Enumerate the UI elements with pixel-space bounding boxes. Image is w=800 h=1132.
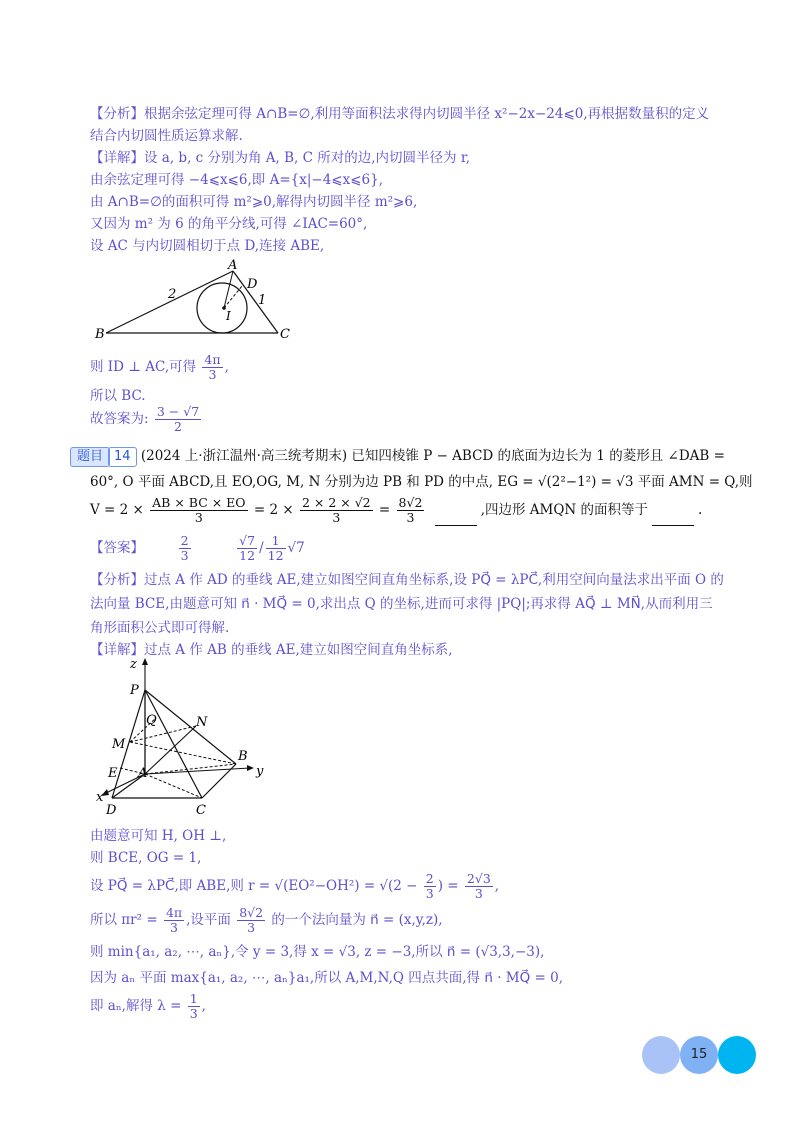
label-q: Q — [146, 713, 157, 728]
label-d: D — [106, 803, 117, 818]
fraction-4pi-3: $\frac{4\pi}{3}$ — [204, 352, 221, 382]
z-axis-arrow — [142, 658, 148, 665]
label-d: D — [247, 277, 258, 292]
detail-14-label: 【详解】 — [90, 642, 144, 658]
answer-blank-1[interactable] — [435, 511, 477, 526]
detail-1-line-4: 又因为 m² 为 6 的角平分线,可得 ∠IAC=60°, — [90, 216, 368, 232]
after-1-line-1: 则 ID ⊥ AC,可得 $\frac{4\pi}{3}$ , — [90, 352, 229, 382]
answer-fraction-3: $\frac{1}{12}$ — [267, 533, 284, 563]
analysis-1-line-1: 【分析】根据余弦定理可得 A∩B=∅,利用等面积法求得内切圆半径 x²−2x−24⩽0,再根据数量积的定义 — [90, 106, 710, 122]
fraction-1-3: $\frac{1}{3}$ — [189, 991, 198, 1021]
y-axis-arrow — [247, 765, 254, 771]
fraction-volume-3: $\frac{8√2}{3}$ — [398, 495, 423, 525]
label-c: C — [196, 803, 206, 818]
label-side-ac: 1 — [258, 293, 267, 308]
after-1-line-2: 所以 BC. — [90, 388, 146, 404]
incircle — [197, 283, 247, 333]
label-b: B — [95, 327, 105, 342]
footer-circle-light — [642, 1036, 680, 1074]
fraction-8root2-3: $\frac{8√2}{3}$ — [239, 905, 264, 935]
detail-1-line-1: 【详解】设 a, b, c 分别为角 A, B, C 所对的边,内切圆半径为 r, — [90, 150, 471, 166]
triangle-incircle-figure — [90, 258, 310, 350]
answer-fraction-2: $\frac{√7}{12}$ — [239, 533, 256, 563]
after-14-line-2: 则 BCE, OG = 1, — [90, 850, 202, 866]
label-a: A — [138, 766, 148, 781]
problem-14-line-1: 题目 14 (2024 上·浙江温州·高三统考期末) 已知四棱锥 P − ABCD 的底面为边长为 1 的菱形且 ∠DAB = — [70, 446, 725, 467]
answer-blank-2[interactable] — [652, 511, 694, 526]
answer-14-line: 【答案】 $\frac{2}{3}$ $\frac{√7}{12}$ / $\frac{1}{12}$ √7 — [90, 533, 305, 563]
fraction-volume-1: $\frac{AB \times BC \times EO}{3}$ — [152, 495, 246, 525]
edge-cb — [202, 764, 236, 798]
segment-ac-hidden — [145, 774, 202, 798]
edge-ab-hidden — [145, 764, 236, 774]
problem-number-tag: 14 — [108, 447, 137, 467]
label-p: P — [130, 683, 139, 698]
label-c: C — [280, 327, 290, 342]
analysis-1-line-2: 结合内切圆性质运算求解. — [90, 128, 243, 144]
side-ab — [106, 271, 233, 333]
after-14-line-5: 则 min{a₁, a₂, ⋯, aₙ},令 y = 3,得 x = √3, z = −3,所以 n⃗ = (√3,3,−3), — [90, 944, 545, 960]
analysis-14-label: 【分析】 — [90, 572, 144, 588]
segment-mn — [130, 726, 196, 742]
answer-fraction-1: $\frac{2}{3}$ — [180, 533, 189, 563]
fraction-answer-1: $\frac{3 - √7}{2}$ — [156, 404, 200, 434]
label-z: z — [130, 657, 137, 672]
detail-14-line-1: 【详解】过点 A 作 AB 的垂线 AE,建立如图空间直角坐标系, — [90, 642, 453, 658]
after-14-line-3: 设 PQ⃗ = λPC⃗,即 ABE,则 r = √(EO²−OH²) = √(2 − $\frac{2}{3}$ ) = $\frac{2√3}{3}$ , — [90, 871, 500, 901]
detail-1-line-2: 由余弦定理可得 −4⩽x⩽6,即 A={x|−4⩽x⩽6}, — [90, 172, 384, 188]
analysis-14-line-3: 角形面积公式即可得解. — [90, 620, 230, 636]
problem-title-tag: 题目 — [70, 447, 110, 467]
after-14-line-6: 因为 aₙ 平面 max{a₁, a₂, ⋯, aₙ}a₁,所以 A,M,N,Q 四点共面,得 n⃗ · MQ⃗ = 0, — [90, 970, 563, 986]
label-n: N — [196, 715, 208, 730]
after-1-line-3: 故答案为: $\frac{3 - √7}{2}$ — [90, 404, 200, 434]
analysis-label: 【分析】 — [90, 106, 144, 122]
detail-1-line-5: 设 AC 与内切圆相切于点 D,连接 ABE, — [90, 238, 325, 254]
fraction-4pi-3-b: $\frac{4\pi}{3}$ — [165, 905, 183, 935]
after-14-line-7: 即 aₙ,解得 λ = $\frac{1}{3}$ , — [90, 991, 206, 1021]
fraction-volume-2: $\frac{2 \times 2 \times √2}{3}$ — [301, 495, 371, 525]
label-m: M — [112, 737, 126, 752]
label-side-ab: 2 — [168, 287, 177, 302]
after-14-line-1: 由题意可知 H, OH ⊥, — [90, 828, 227, 844]
edge-pc — [145, 690, 202, 798]
fraction-2-3: $\frac{2}{3}$ — [425, 871, 434, 901]
label-y: y — [256, 764, 264, 779]
label-a: A — [228, 258, 238, 273]
fraction-2root3-3: $\frac{2√3}{3}$ — [466, 871, 491, 901]
answer-label: 【答案】 — [90, 540, 144, 556]
y-axis — [145, 768, 250, 774]
label-e: E — [108, 766, 118, 781]
label-x: x — [96, 790, 104, 805]
analysis-14-line-2: 法向量 BCE,由题意可知 n⃗ · MQ⃗ = 0,求出点 Q 的坐标,进而可求得 |PQ|;再求得 AQ⃗ ⊥ MN⃗,从而利用三 — [90, 596, 713, 612]
problem-14-line-3: V = 2 × $\frac{AB \times BC \times EO}{3}$ = 2 × $\frac{2 \times 2 \times √2}{3}$ = $\frac{8√2}{3}$ ,四边形 AMQN 的面积等于 . — [90, 495, 703, 525]
label-i: I — [226, 309, 231, 323]
page-number: 15 — [690, 1047, 708, 1062]
label-b: B — [238, 749, 248, 764]
segment-mb — [130, 742, 236, 764]
footer-circle-cyan — [718, 1036, 756, 1074]
detail-label: 【详解】 — [90, 150, 144, 166]
analysis-14-line-1: 【分析】过点 A 作 AD 的垂线 AE,建立如图空间直角坐标系,设 PQ⃗ = λPC⃗,利用空间向量法求出平面 O 的 — [90, 572, 724, 588]
detail-1-line-3: 由 A∩B=∅的面积可得 m²⩾0,解得内切圆半径 m²⩾6, — [90, 194, 418, 210]
pyramid-figure — [90, 656, 280, 821]
after-14-line-4: 所以 πr² = $\frac{4\pi}{3}$ ,设平面 $\frac{8√2}{3}$ 的一个法向量为 n⃗ = (x,y,z), — [90, 905, 443, 935]
problem-14-line-2: 60°, O 平面 ABCD,且 EO,OG, M, N 分别为边 PB 和 PD 的中点, EG = √(2²−1²) = √3 平面 AMN = Q,则 — [90, 474, 753, 490]
